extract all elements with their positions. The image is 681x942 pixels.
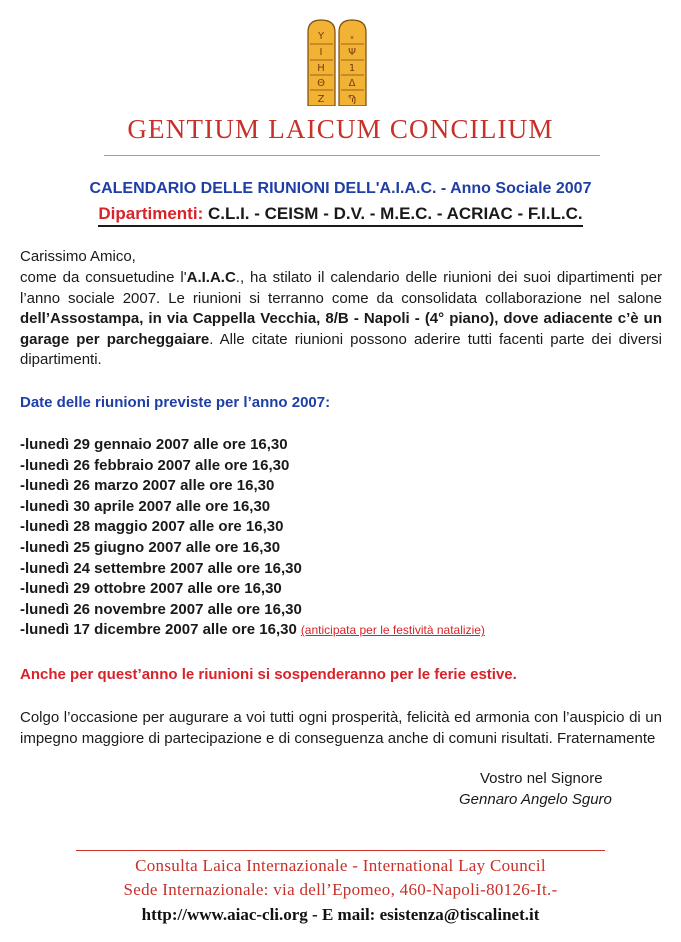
svg-text:Ψ: Ψ [348, 47, 356, 58]
departments-line [0, 204, 681, 227]
closing-paragraph: Colgo l’occasione per augurare a voi tutti ogni prosperità, felicità ed armonia con l’auspicio di un impegno maggiore di partecipazione e di conseguenza anche di comuni risultati. Fraternamente [20, 709, 662, 747]
org-title: GENTIUM LAICUM CONCILIUM [127, 114, 554, 144]
meeting-date: -lunedì 29 ottobre 2007 alle ore 16,30 [20, 580, 282, 598]
footer-council-name: Consulta Laica Internazionale - International Lay Council [135, 856, 546, 875]
sign-off: Vostro nel Signore [480, 770, 603, 787]
svg-text:H: H [317, 63, 325, 74]
meeting-date-last [20, 620, 485, 641]
svg-text:Δ: Δ [348, 78, 356, 89]
calendar-title: CALENDARIO DELLE RIUNIONI DELL'A.I.A.C. - Anno Sociale 2007 [89, 180, 592, 197]
dates-heading: Date delle riunioni previste per l’anno 2007: [20, 394, 331, 411]
intro-paragraph [20, 268, 662, 371]
meeting-date: -lunedì 29 gennaio 2007 alle ore 16,30 [20, 436, 288, 453]
meeting-date: -lunedì 28 maggio 2007 alle ore 16,30 [20, 518, 284, 536]
meeting-date: -lunedì 25 giugno 2007 alle ore 16,30 [20, 538, 281, 556]
svg-text:Ⅰ: Ⅰ [319, 47, 323, 58]
meeting-date: -lunedì 26 febbraio 2007 alle ore 16,30 [20, 456, 290, 474]
meeting-date-text: -lunedì 17 dicembre 2007 alle ore 16,30 [20, 621, 297, 639]
footer-contacts: http://www.aiac-cli.org - E mail: esistenza@tiscalinet.it [141, 905, 540, 924]
departments-label: Dipartimenti: [98, 204, 204, 223]
meeting-date: -lunedì 30 aprile 2007 alle ore 16,30 [20, 497, 271, 515]
footer-address: Sede Internazionale: via dell’Epomeo, 460-Napoli-80126-It.- [123, 880, 558, 899]
intro-text-1: come da consuetudine l' [20, 269, 187, 286]
footer-divider [76, 850, 605, 851]
meeting-dates-list [20, 435, 485, 641]
svg-text:1: 1 [348, 63, 356, 74]
meeting-date: -lunedì 26 novembre 2007 alle ore 16,30 [20, 600, 302, 618]
meeting-date: -lunedì 24 settembre 2007 alle ore 16,30 [20, 559, 302, 577]
signature-name: Gennaro Angelo Sguro [459, 791, 612, 808]
intro-bold-1: A.I.A.C [186, 269, 236, 286]
salutation: Carissimo Amico, [20, 248, 136, 265]
departments-list: C.L.I. - CEISM - D.V. - M.E.C. - ACRIAC - F.I.L.C. [207, 204, 583, 223]
svg-text:ₓ: ₓ [349, 31, 355, 42]
intro-bold-2: dell’Assostampa, in via Cappella Vecchia, 8/B - Napoli - (4° piano), dove adiacente c’è un garage per parcheggaiare [20, 310, 662, 348]
title-divider [104, 155, 600, 156]
meeting-date: -lunedì 26 marzo 2007 alle ore 16,30 [20, 477, 275, 495]
svg-text:Θ: Θ [317, 78, 325, 89]
intro-text-2: ., ha stilato il calendario delle riunioni dei suoi dipartimenti per l’anno sociale 2007. Le riunioni si terranno come da consolidata collaborazione nel salone [20, 269, 662, 307]
christmas-note: (anticipata per le festività natalizie) [300, 623, 485, 638]
intro-text-3: . Alle citate riunioni possono aderire tutti facenti parte dei diversi dipartimenti. [20, 330, 662, 368]
summer-suspension-notice: Anche per quest’anno le riunioni si sospenderanno per le ferie estive. [20, 666, 517, 683]
tablets-logo [306, 18, 368, 106]
svg-text:Ϡ: Ϡ [347, 94, 357, 105]
svg-text:Y: Y [317, 31, 325, 42]
svg-text:Z: Z [317, 94, 325, 105]
